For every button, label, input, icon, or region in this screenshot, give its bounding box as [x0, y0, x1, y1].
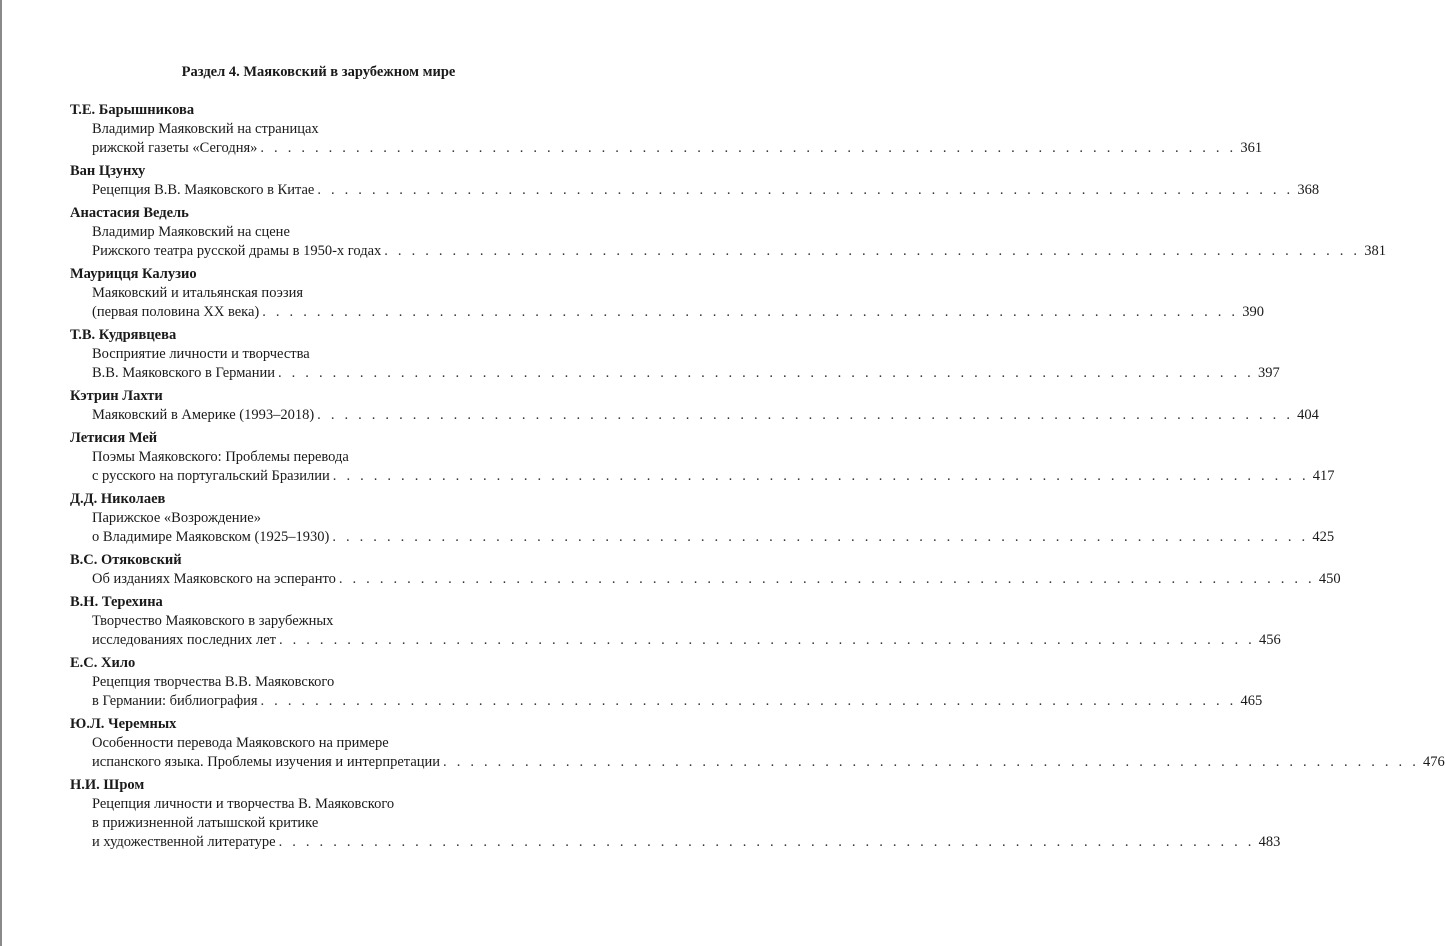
- toc-entry-title-line: Особенности перевода Маяковского на примере: [92, 735, 389, 751]
- toc-entry: [70, 387, 1319, 425]
- toc-entry-title-text: в Германии: библиография: [92, 693, 258, 709]
- toc-entry-title-line: [70, 364, 1280, 383]
- dot-leader: . . . . . . . . . . . . . . . . . . . . . . . . . . . . . . . . . . . . . . . . . . . . . . . . . . . . . . . . . . . . . . . . . . . . . . . .: [260, 693, 1237, 709]
- toc-entry-title-line: Рецепция творчества В.В. Маяковского: [92, 674, 335, 690]
- dot-leader: . . . . . . . . . . . . . . . . . . . . . . . . . . . . . . . . . . . . . . . . . . . . . . . . . . . . . . . . . . . . . . . . . . . . . . . .: [260, 140, 1237, 156]
- page-number: 397: [1257, 365, 1280, 381]
- toc-entry-title-text: Маяковский в Америке (1993–2018): [92, 407, 315, 423]
- toc-entry-title-line: [70, 406, 1319, 425]
- page-number: 390: [1242, 304, 1264, 320]
- toc-entry-author: Анастасия Ведель: [70, 205, 189, 221]
- toc-entry-title-line: Владимир Маяковский на сцене: [92, 224, 290, 240]
- page-number: 368: [1297, 182, 1320, 198]
- table-of-contents: [70, 101, 1445, 856]
- toc-entry-author: Ю.Л. Черемных: [70, 716, 177, 732]
- toc-entry: [70, 204, 1386, 261]
- toc-entry: [70, 715, 1445, 772]
- toc-entry-author: В.С. Отяковский: [70, 552, 182, 568]
- page-number: 483: [1258, 834, 1281, 850]
- toc-entry-author: Н.И. Шром: [70, 777, 145, 793]
- toc-entry-title-line: [70, 692, 1263, 711]
- toc-entry: [70, 326, 1280, 383]
- toc-entry-author: Ван Цзунху: [70, 163, 146, 179]
- toc-entry-title-line: [70, 181, 1320, 200]
- toc-entry-title-text: и художественной литературе: [92, 834, 276, 850]
- page-number: 417: [1312, 468, 1335, 484]
- toc-entry-title-text: испанского языка. Проблемы изучения и интерпретации: [92, 754, 441, 770]
- page-number: 456: [1258, 632, 1281, 648]
- page-number: 425: [1312, 529, 1335, 545]
- dot-leader: . . . . . . . . . . . . . . . . . . . . . . . . . . . . . . . . . . . . . . . . . . . . . . . . . . . . . . . . . . . . . . . . . . . . . . . .: [278, 365, 1254, 381]
- dot-leader: . . . . . . . . . . . . . . . . . . . . . . . . . . . . . . . . . . . . . . . . . . . . . . . . . . . . . . . . . . . . . . . . . . . . . . . .: [278, 834, 1255, 850]
- toc-entry-title-line: [70, 303, 1264, 322]
- toc-entry-title-line: [70, 467, 1335, 486]
- toc-entry: [70, 490, 1335, 547]
- toc-entry-title-line: Восприятие личности и творчества: [92, 346, 310, 362]
- toc-entry-title-text: исследованиях последних лет: [92, 632, 276, 648]
- toc-entry-author: Е.С. Хило: [70, 655, 136, 671]
- dot-leader: . . . . . . . . . . . . . . . . . . . . . . . . . . . . . . . . . . . . . . . . . . . . . . . . . . . . . . . . . . . . . . . . . . . . . . . .: [262, 304, 1239, 320]
- toc-entry-author: Д.Д. Николаев: [70, 491, 166, 507]
- toc-entry-title-text: рижской газеты «Сегодня»: [92, 140, 258, 156]
- toc-entry: [70, 654, 1263, 711]
- toc-entry-title-line: Творчество Маяковского в зарубежных: [92, 613, 334, 629]
- toc-entry-author: Кэтрин Лахти: [70, 388, 163, 404]
- dot-leader: . . . . . . . . . . . . . . . . . . . . . . . . . . . . . . . . . . . . . . . . . . . . . . . . . . . . . . . . . . . . . . . . . . . . . . . .: [317, 407, 1294, 423]
- toc-entry-author: Т.В. Кудрявцева: [70, 327, 177, 343]
- toc-entry-title-line: [70, 833, 1281, 852]
- dot-leader: . . . . . . . . . . . . . . . . . . . . . . . . . . . . . . . . . . . . . . . . . . . . . . . . . . . . . . . . . . . . . . . . . . . . . . . .: [338, 571, 1315, 587]
- page-edge-line: [0, 0, 2, 946]
- page-number: 404: [1297, 407, 1319, 423]
- toc-entry: [70, 101, 1263, 158]
- toc-entry-author: Т.Е. Барышникова: [70, 102, 195, 118]
- page-number: 381: [1364, 243, 1386, 259]
- toc-entry-author: Маурицця Калузио: [70, 266, 197, 282]
- toc-entry: [70, 593, 1281, 650]
- toc-entry-title-text: Рижского театра русской драмы в 1950-х годах: [92, 243, 382, 259]
- toc-entry: [70, 162, 1320, 200]
- dot-leader: . . . . . . . . . . . . . . . . . . . . . . . . . . . . . . . . . . . . . . . . . . . . . . . . . . . . . . . . . . . . . . . . . . . . . . . .: [332, 529, 1309, 545]
- page-number: 361: [1240, 140, 1263, 156]
- dot-leader: . . . . . . . . . . . . . . . . . . . . . . . . . . . . . . . . . . . . . . . . . . . . . . . . . . . . . . . . . . . . . . . . . . . . . . . .: [278, 632, 1255, 648]
- toc-entry-author: Летисия Мей: [70, 430, 158, 446]
- toc-entry-title-line: Владимир Маяковский на страницах: [92, 121, 319, 137]
- toc-entry-title-line: в прижизненной латышской критике: [92, 815, 319, 831]
- toc-entry: [70, 551, 1341, 589]
- toc-entry-title-line: Рецепция личности и творчества В. Маяковского: [92, 796, 395, 812]
- page-number: 476: [1423, 754, 1445, 770]
- page-number: 465: [1240, 693, 1263, 709]
- dot-leader: . . . . . . . . . . . . . . . . . . . . . . . . . . . . . . . . . . . . . . . . . . . . . . . . . . . . . . . . . . . . . . . . . . . . . . . .: [384, 243, 1361, 259]
- toc-entry-title-text: Рецепция В.В. Маяковского в Китае: [92, 182, 315, 198]
- toc-entry: [70, 429, 1335, 486]
- toc-entry-author: В.Н. Терехина: [70, 594, 163, 610]
- section-title: Раздел 4. Маяковский в зарубежном мире: [181, 64, 456, 80]
- toc-entry-title-line: [70, 753, 1445, 772]
- toc-entry-title-line: [70, 631, 1281, 650]
- toc-entry: [70, 265, 1264, 322]
- toc-entry-title-text: (первая половина XX века): [92, 304, 260, 320]
- toc-entry-title-line: Маяковский и итальянская поэзия: [92, 285, 304, 301]
- toc-entry-title-line: Поэмы Маяковского: Проблемы перевода: [92, 449, 349, 465]
- dot-leader: . . . . . . . . . . . . . . . . . . . . . . . . . . . . . . . . . . . . . . . . . . . . . . . . . . . . . . . . . . . . . . . . . . . . . . . .: [332, 468, 1309, 484]
- toc-entry-title-text: Об изданиях Маяковского на эсперанто: [92, 571, 336, 587]
- toc-entry-title-text: о Владимире Маяковском (1925–1930): [92, 529, 330, 545]
- page-number: 450: [1318, 571, 1341, 587]
- toc-entry-title-line: [70, 242, 1386, 261]
- dot-leader: . . . . . . . . . . . . . . . . . . . . . . . . . . . . . . . . . . . . . . . . . . . . . . . . . . . . . . . . . . . . . . . . . . . . . . . .: [443, 754, 1420, 770]
- toc-entry-title-line: [70, 528, 1335, 547]
- toc-entry-title-text: с русского на португальский Бразилии: [92, 468, 330, 484]
- dot-leader: . . . . . . . . . . . . . . . . . . . . . . . . . . . . . . . . . . . . . . . . . . . . . . . . . . . . . . . . . . . . . . . . . . . . . . . .: [317, 182, 1294, 198]
- toc-entry-title-line: [70, 570, 1341, 589]
- toc-entry-title-line: Парижское «Возрождение»: [92, 510, 261, 526]
- toc-entry: [70, 776, 1281, 852]
- toc-entry-title-text: В.В. Маяковского в Германии: [92, 365, 275, 381]
- toc-entry-title-line: [70, 139, 1263, 158]
